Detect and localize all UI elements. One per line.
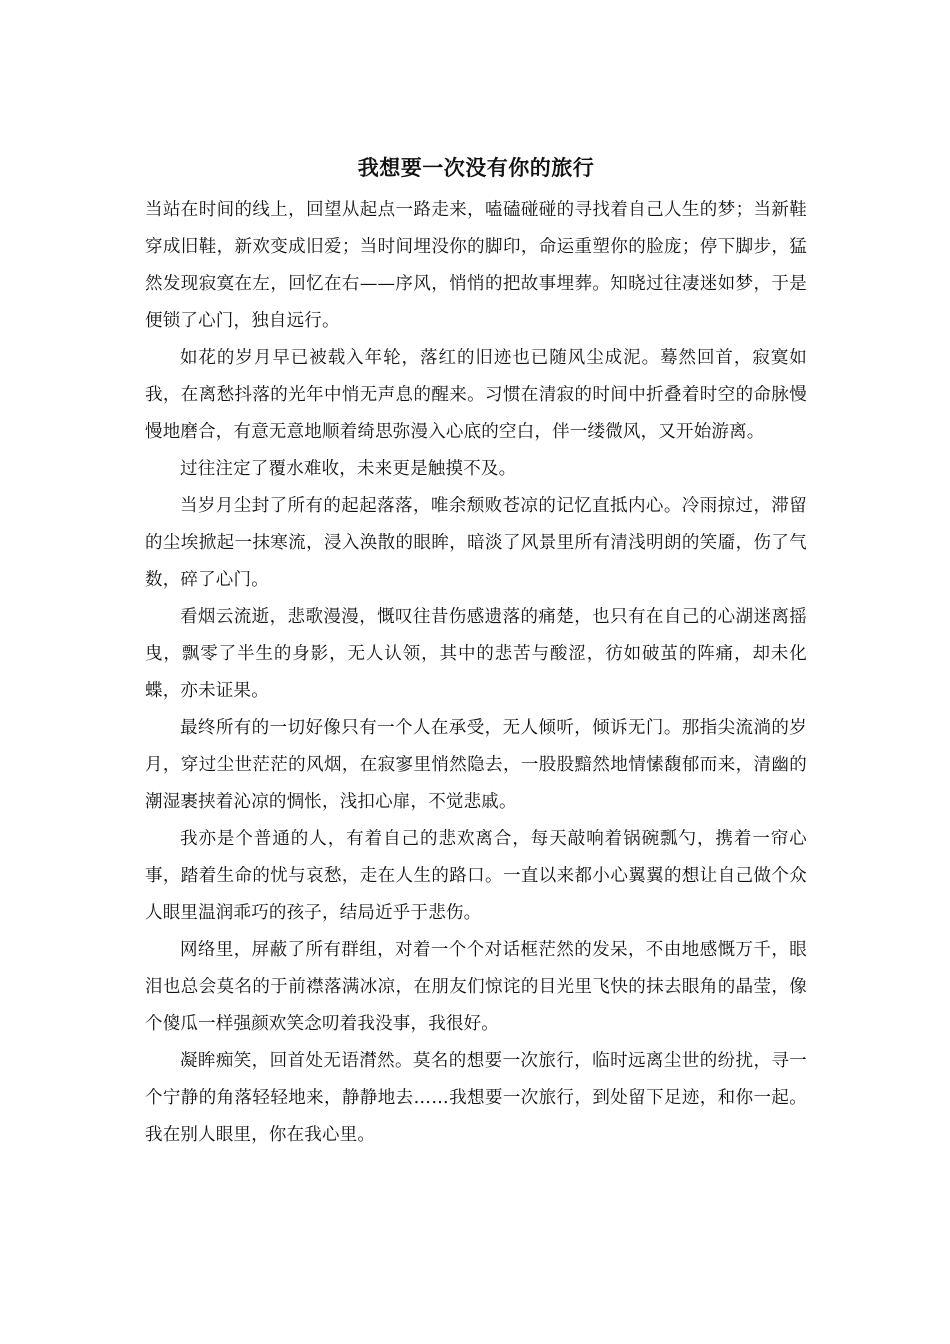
paragraph-3: 过往注定了覆水难收，未来更是触摸不及。 xyxy=(180,459,517,479)
document-title: 我想要一次没有你的旅行 xyxy=(357,156,595,180)
paragraph-8: 网络里，屏蔽了所有群组，对着一个个对话框茫然的发呆，不由地感慨万千，眼泪也总会莫名的于前襟落满冰凉，在朋友们惊诧的目光里飞快的抹去眼角的晶莹，像个傻瓜一样强颜欢笑念叨着我没事，我很好。 xyxy=(145,940,807,1034)
paragraph-1: 当站在时间的线上，回望从起点一路走来，嗑磕碰碰的寻找着自己人生的梦；当新鞋穿成旧鞋，新欢变成旧爱；当时间埋没你的脚印，命运重塑你的脸庞；停下脚步，猛然发现寂寞在左，回忆在右——序风，悄悄的把故事埋葬。知晓过往凄迷如梦，于是便锁了心门，独自远行。 xyxy=(145,200,807,331)
paragraph-6: 最终所有的一切好像只有一个人在承受，无人倾听，倾诉无门。那指尖流淌的岁月，穿过尘世茫茫的风烟，在寂寥里悄然隐去，一股股黯然地情愫馥郁而来，清幽的潮湿裹挟着沁凉的惆怅，浅扣心扉，不觉悲戚。 xyxy=(145,718,807,812)
paragraph-5: 看烟云流逝，悲歌漫漫，慨叹往昔伤感遗落的痛楚，也只有在自己的心湖迷离摇曳，飘零了半生的身影，无人认领，其中的悲苦与酸涩，彷如破茧的阵痛，却未化蝶，亦未证果。 xyxy=(145,607,807,701)
paragraph-2: 如花的岁月早已被载入年轮，落红的旧迹也已随风尘成泥。蓦然回首，寂寞如我，在离愁抖落的光年中悄无声息的醒来。习惯在清寂的时间中折叠着时空的命脉慢慢地磨合，有意无意地顺着绮思弥漫入心底的空白，伴一缕微风，又开始游离。 xyxy=(145,348,807,442)
paragraph-7: 我亦是个普通的人，有着自己的悲欢离合，每天敲响着锅碗瓢勺，携着一帘心事，踏着生命的忧与哀愁，走在人生的路口。一直以来都小心翼翼的想让自己做个众人眼里温润乖巧的孩子，结局近乎于悲伤。 xyxy=(145,829,807,923)
paragraph-4: 当岁月尘封了所有的起起落落，唯余颓败苍凉的记忆直抵内心。冷雨掠过，滞留的尘埃掀起一抹寒流，浸入涣散的眼眸，暗淡了风景里所有清浅明朗的笑靥，伤了气数，碎了心门。 xyxy=(145,496,807,590)
paragraph-9: 凝眸痴笑，回首处无语潸然。莫名的想要一次旅行，临时远离尘世的纷扰，寻一个宁静的角落轻轻地来，静静地去……我想要一次旅行，到处留下足迹，和你一起。我在别人眼里，你在我心里。 xyxy=(145,1051,807,1145)
document-page xyxy=(145,148,807,1154)
